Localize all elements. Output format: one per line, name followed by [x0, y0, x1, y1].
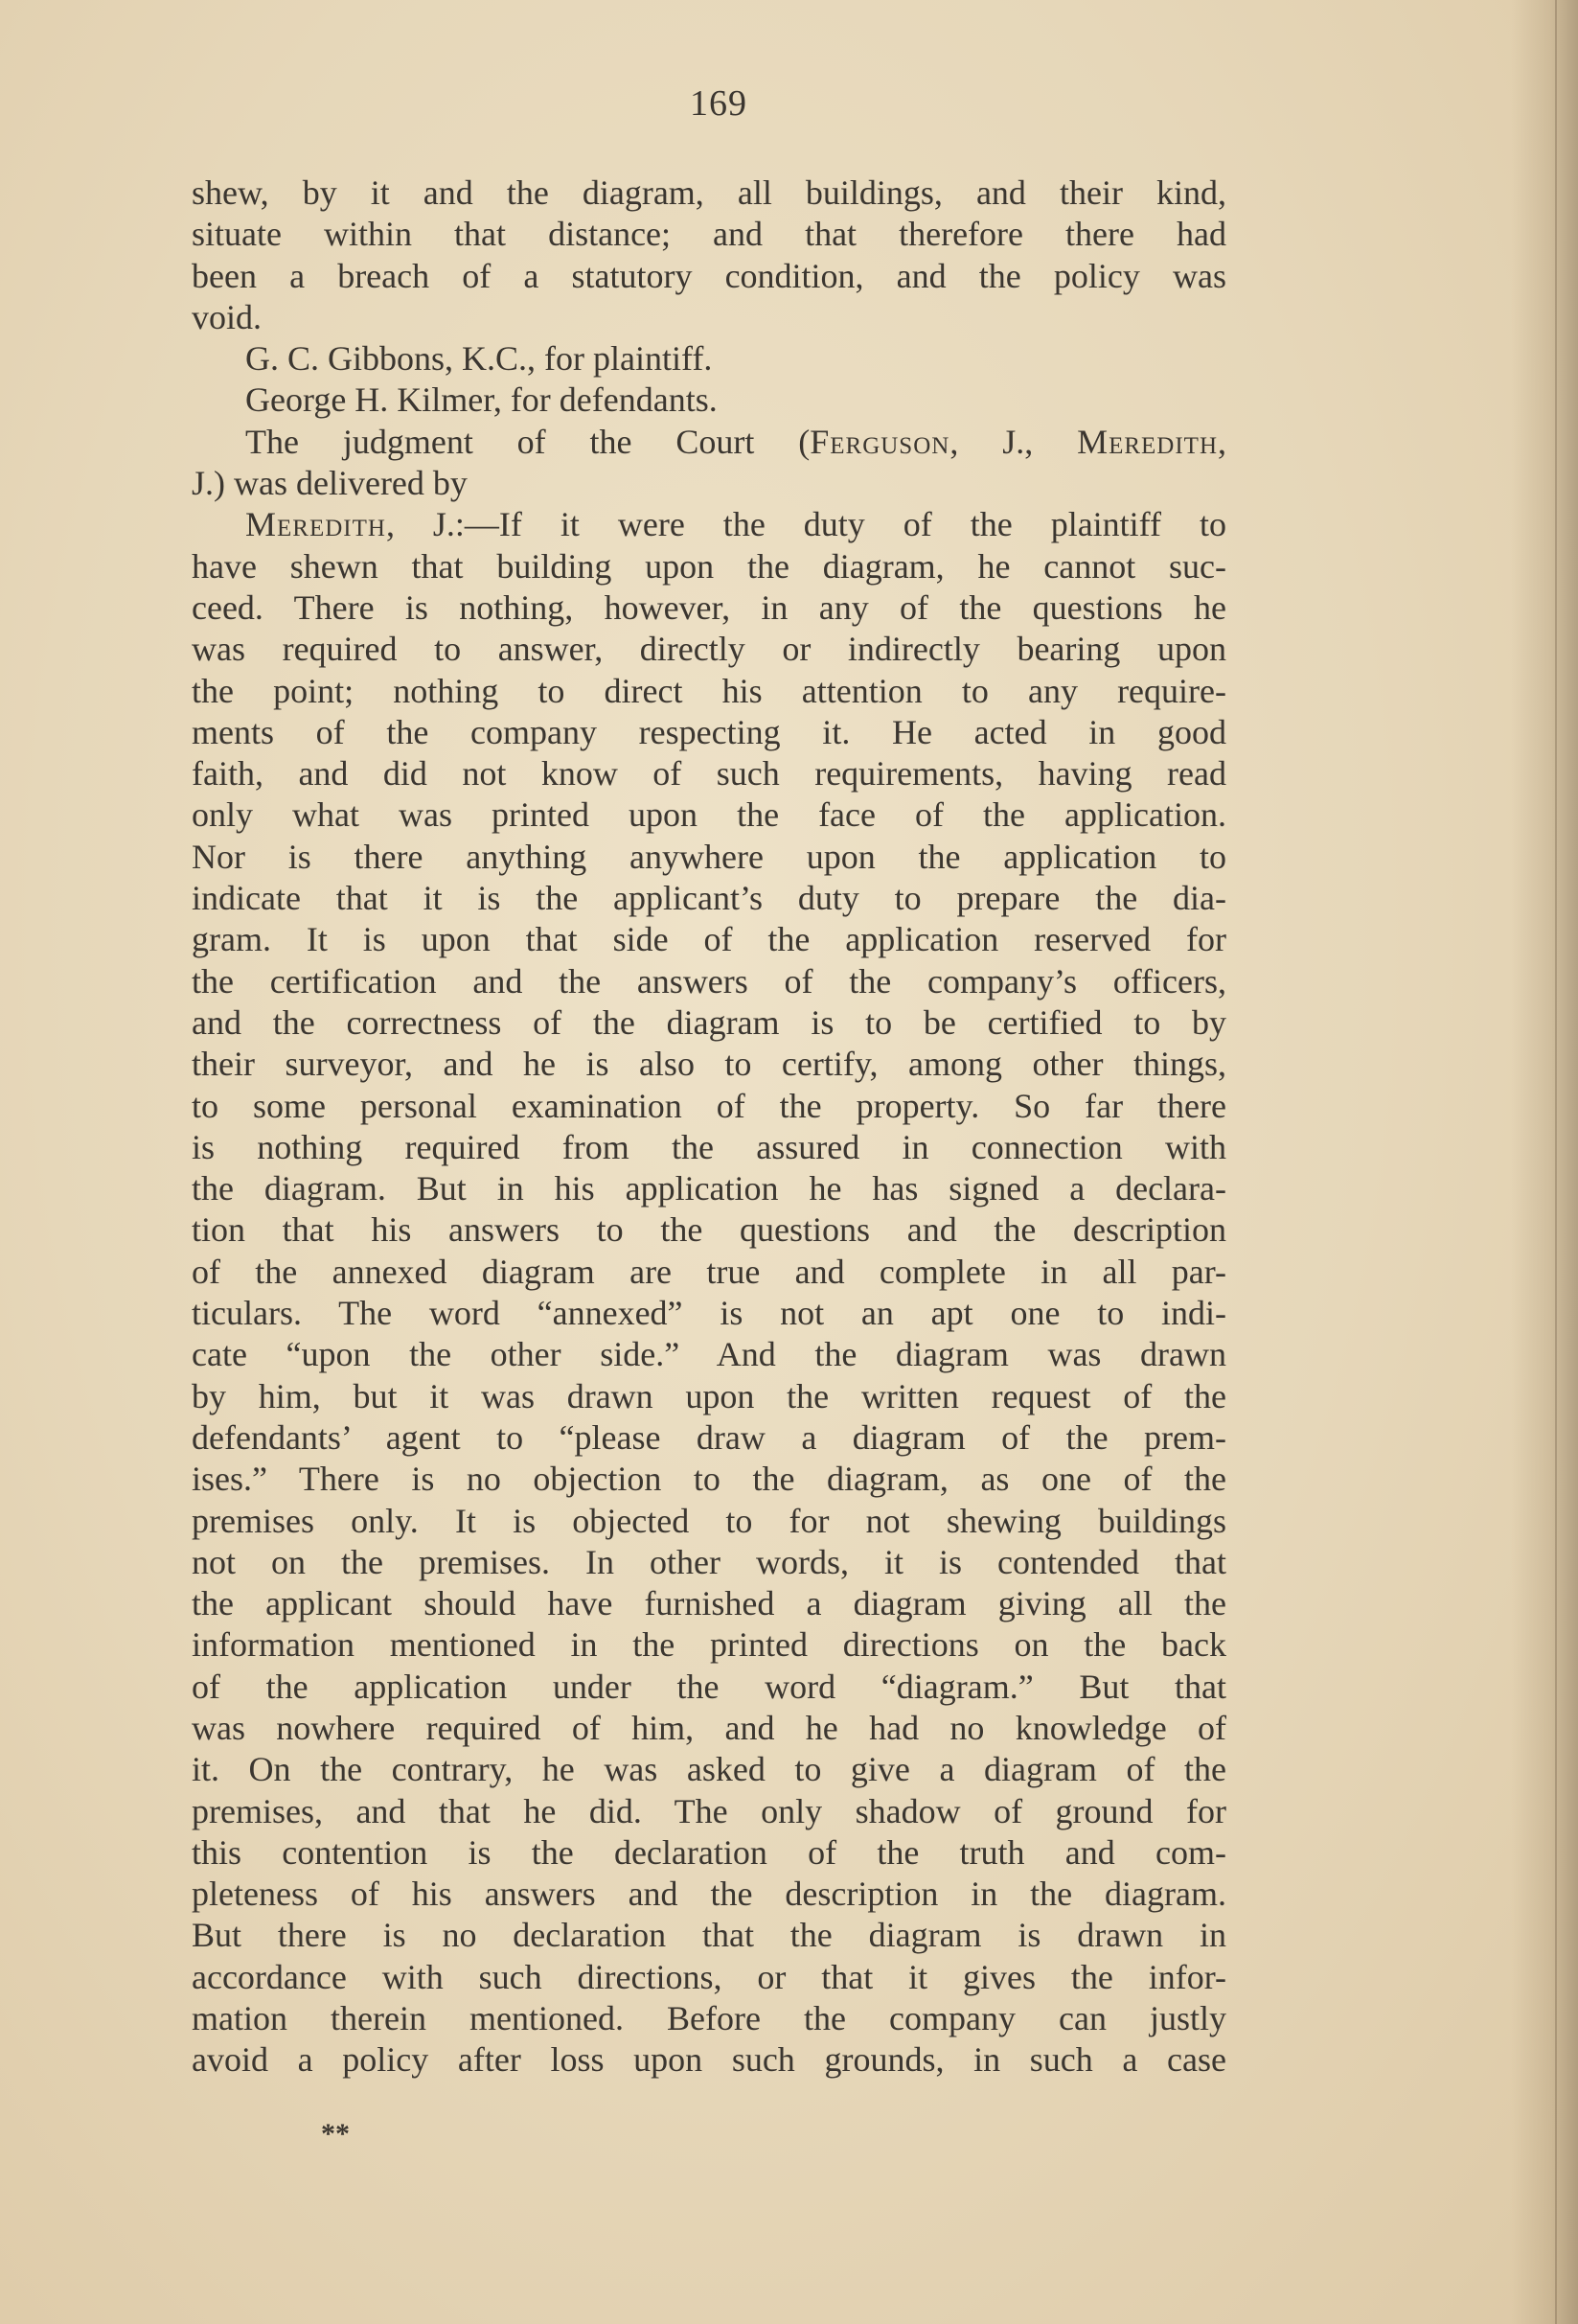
- opinion-line: is nothing required from the assured in connection with: [192, 1127, 1226, 1166]
- judge-name-meredith: Meredith: [1077, 422, 1218, 461]
- opinion-line: the applicant should have furnished a diagram giving all the: [192, 1584, 1226, 1623]
- counsel-defendants: George H. Kilmer, for defendants.: [245, 380, 718, 420]
- opinion-line: But there is no declaration that the diagram is drawn in: [192, 1916, 1226, 1955]
- text-line: been a breach of a statutory condition, and the policy was: [192, 256, 1226, 295]
- opinion-line: by him, but it was drawn upon the written request of the: [192, 1376, 1226, 1415]
- opinion-line: premises, and that he did. The only shadow of ground for: [192, 1791, 1226, 1830]
- opinion-line: ises.” There is no objection to the diagram, as one of the: [192, 1460, 1226, 1499]
- opinion-line: tion that his answers to the questions and the description: [192, 1210, 1226, 1250]
- opinion-line: avoid a policy after loss upon such grounds, in such a case: [192, 2040, 1226, 2080]
- opinion-line: ticulars. The word “annexed” is not an apt one to indi-: [192, 1294, 1226, 1333]
- opinion-line: and the correctness of the diagram is to be certified to by: [192, 1002, 1226, 1042]
- page-edge-line: [1555, 0, 1557, 2324]
- opinion-line: have shewn that building upon the diagram, he cannot suc-: [192, 546, 1226, 586]
- opinion-line: Nor is there anything anywhere upon the application to: [192, 837, 1226, 876]
- opinion-line: the diagram. But in his application he has signed a declara-: [192, 1169, 1226, 1208]
- body-text: [192, 173, 1226, 2082]
- judgment-intro-line: [192, 422, 1226, 463]
- judgment-intro-suffix: ,: [1218, 422, 1226, 461]
- judgment-intro-prefix: The judgment of the Court (: [245, 422, 811, 461]
- opinion-line: information mentioned in the printed directions on the back: [192, 1625, 1226, 1665]
- signature-mark: **: [321, 2118, 350, 2150]
- opinion-line: ceed. There is nothing, however, in any of the questions he: [192, 587, 1226, 627]
- opinion-line: not on the premises. In other words, it is contended that: [192, 1542, 1226, 1581]
- opinion-line: ments of the company respecting it. He acted in good: [192, 712, 1226, 751]
- text-line: shew, by it and the diagram, all buildings, and their kind,: [192, 173, 1226, 212]
- opinion-line: of the application under the word “diagram.” But that: [192, 1667, 1226, 1706]
- opinion-line: mation therein mentioned. Before the company can justly: [192, 1999, 1226, 2038]
- opinion-line: gram. It is upon that side of the application reserved for: [192, 920, 1226, 959]
- text-line: void.: [192, 297, 263, 336]
- opinion-paragraph: [192, 546, 1226, 2082]
- judgment-intro-mid: , J.,: [949, 422, 1078, 461]
- opinion-line: only what was printed upon the face of the application.: [192, 795, 1226, 835]
- text-line: situate within that distance; and that therefore there had: [192, 215, 1226, 254]
- page-edge-shadow: [1511, 0, 1578, 2324]
- opinion-line: to some personal examination of the property. So far there: [192, 1086, 1226, 1125]
- opinion-line: pleteness of his answers and the description in the diagram.: [192, 1875, 1226, 1914]
- opinion-lead-text: , J.:—If it were the duty of the plaintiff to: [385, 505, 1226, 544]
- judge-name-ferguson: Ferguson: [810, 422, 950, 461]
- opinion-line: it. On the contrary, he was asked to give a diagram of the: [192, 1750, 1226, 1789]
- opinion-lead-line: [192, 504, 1226, 545]
- opinion-judge-name: Meredith: [245, 505, 386, 544]
- opinion-line: faith, and did not know of such requirements, having read: [192, 754, 1226, 794]
- opinion-line: indicate that it is the applicant’s duty to prepare the dia-: [192, 879, 1226, 918]
- opinion-line: accordance with such directions, or that it gives the infor-: [192, 1957, 1226, 1996]
- opinion-line: the certification and the answers of the company’s officers,: [192, 961, 1226, 1001]
- opinion-line: cate “upon the other side.” And the diagram was drawn: [192, 1335, 1226, 1374]
- opinion-line: of the annexed diagram are true and complete in all par-: [192, 1252, 1226, 1291]
- opinion-line: premises only. It is objected to for not shewing buildings: [192, 1501, 1226, 1540]
- opinion-line: was required to answer, directly or indirectly bearing upon: [192, 630, 1226, 669]
- opinion-line: their surveyor, and he is also to certify, among other things,: [192, 1045, 1226, 1084]
- opinion-line: this contention is the declaration of the truth and com-: [192, 1832, 1226, 1872]
- opinion-line: defendants’ agent to “please draw a diagram of the prem-: [192, 1417, 1226, 1457]
- opinion-line: was nowhere required of him, and he had no knowledge of: [192, 1708, 1226, 1747]
- opinion-line: the point; nothing to direct his attention to any require-: [192, 671, 1226, 710]
- judgment-intro-line-2: J.) was delivered by: [192, 464, 468, 503]
- counsel-plaintiff: G. C. Gibbons, K.C., for plaintiff.: [245, 339, 713, 379]
- page-number: 169: [690, 83, 747, 124]
